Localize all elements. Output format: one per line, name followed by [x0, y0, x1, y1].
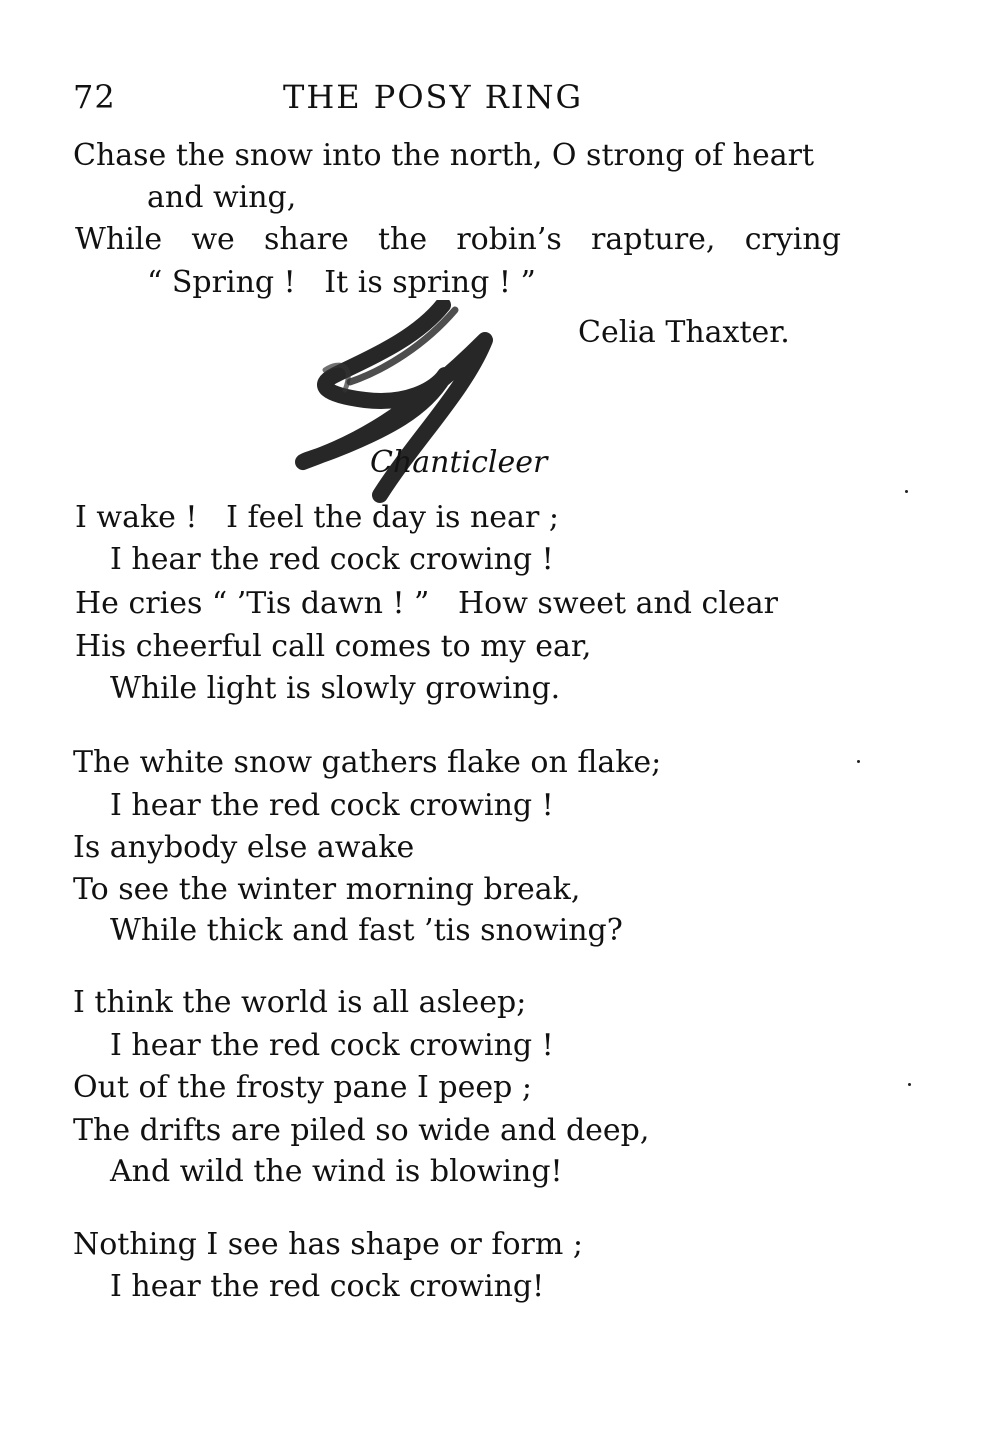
poem-line: I hear the red cock crowing ! — [110, 788, 554, 823]
poem-line: I think the world is all asleep; — [73, 985, 527, 1020]
previous-poem-line: Chase the snow into the north, O strong of heart — [73, 138, 815, 173]
poem-title: Chanticleer — [370, 445, 548, 480]
poem-line: Nothing I see has shape or form ; — [73, 1227, 583, 1262]
poem-line: To see the winter morning break, — [73, 872, 581, 907]
previous-poem-line: “ Spring ! It is spring ! ” — [147, 265, 536, 300]
ink-scribble — [295, 300, 505, 505]
poem-line: He cries “ ’Tis dawn ! ” How sweet and clear — [75, 586, 778, 621]
poem-line: While thick and fast ’tis snowing? — [110, 913, 623, 948]
poem-line: I hear the red cock crowing ! — [110, 542, 554, 577]
poem-line: I hear the red cock crowing! — [110, 1269, 545, 1304]
page-number: 72 — [73, 78, 116, 116]
word: rapture, — [591, 222, 716, 257]
word: While — [75, 222, 163, 257]
previous-poem-line-justified — [75, 222, 841, 258]
paper-speck — [905, 490, 908, 493]
poem-line: The white snow gathers flake on flake; — [73, 745, 662, 780]
word: share — [264, 222, 349, 257]
word: the — [377, 222, 428, 257]
poem-line: I hear the red cock crowing ! — [110, 1028, 554, 1063]
poem-line: His cheerful call comes to my ear, — [75, 629, 592, 664]
poem-line: Is anybody else awake — [73, 830, 415, 865]
poem-line: Out of the frosty pane I peep ; — [73, 1070, 532, 1105]
previous-poem-line: and wing, — [147, 180, 297, 215]
paper-speck — [908, 1083, 911, 1086]
poem-line: And wild the wind is blowing! — [110, 1154, 563, 1189]
poem-line: While light is slowly growing. — [110, 671, 561, 706]
poem-line: The drifts are piled so wide and deep, — [73, 1113, 650, 1148]
word: robin’s — [456, 222, 562, 257]
word: we — [191, 222, 235, 257]
running-title: THE POSY RING — [283, 78, 584, 116]
word: crying — [744, 222, 841, 257]
paper-speck — [857, 760, 860, 763]
poem-line: I wake ! I feel the day is near ; — [75, 500, 559, 535]
author-attribution: Celia Thaxter. — [578, 315, 790, 350]
